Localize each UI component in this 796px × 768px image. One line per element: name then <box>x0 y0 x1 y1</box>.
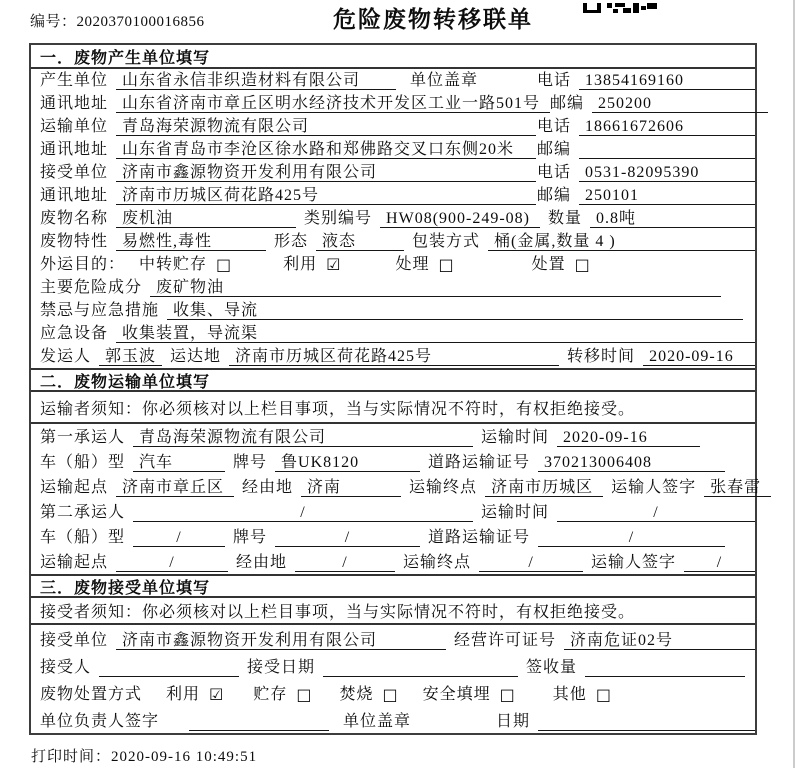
transport-phone-label: 电话 <box>536 118 571 135</box>
plate-number1-value: 鲁UK8120 <box>275 453 420 472</box>
disposal-other-checkbox-icon: □ <box>595 685 611 704</box>
receiver-postcode-label: 邮编 <box>536 187 571 204</box>
form-state-label: 形态 <box>274 233 309 250</box>
transfer-purpose-label: 外运目的： <box>40 256 126 273</box>
transporter-notice: 运输者须知：你必须核对以上栏目事项，当与实际情况不符时，有权拒绝接受。 <box>31 392 755 424</box>
unit-seal2-label: 单位盖章 <box>343 713 412 730</box>
emergency-equipment-label: 应急设备 <box>40 325 109 342</box>
transfer-date-label: 转移时间 <box>567 348 636 365</box>
origin2-label: 运输起点 <box>40 554 109 571</box>
transport-time1-label: 运输时间 <box>481 429 550 446</box>
road-permit1-label: 道路运输证号 <box>428 454 531 471</box>
terminus1-label: 运输终点 <box>409 479 478 496</box>
via2-label: 经由地 <box>236 554 288 571</box>
road-permit2-value: / <box>538 528 725 547</box>
producer-unit-label: 产生单位 <box>40 72 109 89</box>
print-time: 打印时间：2020-09-16 10:49:51 <box>31 749 258 765</box>
origin1-label: 运输起点 <box>40 479 109 496</box>
received-amount-label: 签收量 <box>526 659 578 676</box>
date-value <box>538 712 755 731</box>
producer-postcode-value: 250200 <box>592 94 768 113</box>
row-accepting-unit <box>31 625 755 652</box>
consignor-label: 发运人 <box>40 348 92 365</box>
transport-time2-value: / <box>557 503 755 522</box>
disposal-other-label: 其他 <box>552 686 587 703</box>
disposal-utilize-label: 利用 <box>166 686 201 703</box>
accepting-unit-value: 济南市鑫源物资开发利用有限公司 <box>116 631 446 650</box>
date-label: 日期 <box>496 713 531 730</box>
disposal-landfill-label: 安全填埋 <box>422 686 491 703</box>
transport-address-value: 山东省青岛市李沧区徐水路和郑佛路交叉口东侧20米 <box>116 140 536 159</box>
license-number-label: 经营许可证号 <box>454 632 557 649</box>
row-consignor <box>31 345 755 368</box>
transport-address-label: 通讯地址 <box>40 141 109 158</box>
transport-postcode-value <box>579 140 755 159</box>
accept-date-value <box>323 658 518 677</box>
waste-property-label: 废物特性 <box>40 233 109 250</box>
row-disposal-method <box>31 679 755 706</box>
receiver-unit-label: 接受单位 <box>40 164 109 181</box>
responsible-signature-label: 单位负责人签字 <box>40 713 160 730</box>
packing-method-value: 桶(金属,数量 4 ) <box>488 232 755 251</box>
option-disposal-incinerate <box>340 685 398 704</box>
receiver-postcode-value: 250101 <box>579 186 755 205</box>
option-dispose <box>532 255 590 274</box>
vehicle-type1-label: 车（船）型 <box>40 454 126 471</box>
disposal-landfill-checkbox-icon: □ <box>499 685 515 704</box>
disposal-method-label: 废物处置方式 <box>40 686 143 703</box>
receiver-address-value: 济南市历城区荷花路425号 <box>116 186 536 205</box>
receiver-address-label: 通讯地址 <box>40 187 109 204</box>
plate-number2-value: / <box>275 528 420 547</box>
via1-label: 经由地 <box>242 479 294 496</box>
producer-address-value: 山东省济南市章丘区明水经济技术开发区工业一路501号 <box>116 94 550 113</box>
via2-value: / <box>295 553 395 572</box>
row-second-carrier <box>31 499 755 524</box>
unit-seal-label: 单位盖章 <box>410 72 479 89</box>
qr-code-fragment <box>583 0 657 10</box>
transfer-storage-checkbox-icon: □ <box>216 255 232 274</box>
category-code-value: HW08(900-249-08) <box>380 209 540 228</box>
option-transfer-storage <box>139 255 231 274</box>
disposal-utilize-checkbox-icon: ☑ <box>209 685 224 704</box>
transport-postcode-label: 邮编 <box>536 141 571 158</box>
carrier-signature2-value: / <box>684 553 755 572</box>
option-disposal-utilize <box>166 685 223 704</box>
vehicle-type1-value: 汽车 <box>133 453 225 472</box>
row-transfer-purpose <box>31 253 755 276</box>
via1-value: 济南 <box>301 478 401 497</box>
accept-date-label: 接受日期 <box>247 659 316 676</box>
transport-time2-label: 运输时间 <box>481 504 550 521</box>
row-receiver-address <box>31 184 755 207</box>
emergency-measures-label: 禁忌与应急措施 <box>40 302 160 319</box>
page-title: 危险废物转移联单 <box>333 7 533 32</box>
responsible-signature-value <box>189 712 329 731</box>
road-permit1-value: 370213006408 <box>538 453 725 472</box>
acceptor-value <box>99 658 239 677</box>
utilize-label: 利用 <box>283 256 318 273</box>
second-carrier-label: 第二承运人 <box>40 504 126 521</box>
main-hazard-label: 主要危险成分 <box>40 279 143 296</box>
plate-number2-label: 牌号 <box>233 529 268 546</box>
consignor-value: 郭玉波 <box>99 347 162 366</box>
row-vehicle-type1 <box>31 449 755 474</box>
form-state-value: 液态 <box>316 232 404 251</box>
producer-phone-label: 电话 <box>536 72 571 89</box>
disposal-store-checkbox-icon: □ <box>296 685 312 704</box>
row-transport-unit <box>31 115 755 138</box>
row-waste-name <box>31 207 755 230</box>
receiver-phone-label: 电话 <box>536 164 571 181</box>
transport-phone-value: 18661672606 <box>579 117 755 136</box>
row-emergency-equipment <box>31 322 755 345</box>
option-disposal-landfill <box>423 685 515 704</box>
category-code-label: 类别编号 <box>304 210 373 227</box>
main-hazard-value: 废矿物油 <box>150 278 721 297</box>
section1-header: 一．废物产生单位填写 <box>31 45 755 69</box>
receiver-unit-value: 济南市鑫源物资开发利用有限公司 <box>116 163 536 182</box>
producer-unit-value: 山东省永信非织造材料有限公司 <box>116 71 396 90</box>
first-carrier-value: 青岛海荣源物流有限公司 <box>133 428 473 447</box>
transfer-storage-label: 中转贮存 <box>139 256 208 273</box>
row-main-hazard <box>31 276 755 299</box>
vehicle-type2-value: / <box>133 528 225 547</box>
utilize-checkbox-icon: ☑ <box>326 255 341 274</box>
row-transport-address <box>31 138 755 161</box>
row-producer-address <box>31 92 755 115</box>
terminus2-label: 运输终点 <box>403 554 472 571</box>
receiver-notice: 接受者须知：你必须核对以上栏目事项，当与实际情况不符时，有权拒绝接受。 <box>31 598 755 625</box>
section2-header: 二．废物运输单位填写 <box>31 368 755 392</box>
producer-phone-value: 13854169160 <box>579 71 755 90</box>
row-vehicle-type2 <box>31 524 755 549</box>
quantity-value: 0.8吨 <box>590 209 755 228</box>
treat-checkbox-icon: □ <box>438 255 454 274</box>
terminus1-value: 济南市历城区 <box>485 478 603 497</box>
first-carrier-label: 第一承运人 <box>40 429 126 446</box>
row-route1 <box>31 474 762 499</box>
emergency-measures-value: 收集、导流 <box>167 301 743 320</box>
disposal-store-label: 贮存 <box>253 686 288 703</box>
option-utilize <box>283 255 340 274</box>
row-acceptor <box>31 652 755 679</box>
received-amount-value <box>585 658 745 677</box>
carrier-signature1-label: 运输人签字 <box>611 479 697 496</box>
waste-property-value: 易燃性,毒性 <box>116 232 266 251</box>
row-waste-property <box>31 230 755 253</box>
origin1-value: 济南市章丘区 <box>116 478 234 497</box>
accepting-unit-label: 接受单位 <box>40 632 109 649</box>
second-carrier-value: / <box>133 503 473 522</box>
disposal-incinerate-label: 焚烧 <box>339 686 374 703</box>
destination-label: 运达地 <box>170 348 222 365</box>
transfer-date-value: 2020-09-16 <box>643 347 755 366</box>
license-number-value: 济南危证02号 <box>564 631 755 650</box>
waste-name-label: 废物名称 <box>40 210 109 227</box>
producer-postcode-label: 邮编 <box>550 95 585 112</box>
packing-method-label: 包装方式 <box>412 233 481 250</box>
row-route2 <box>31 549 755 574</box>
serial-value: 2020370100016856 <box>76 14 205 30</box>
waste-name-value: 废机油 <box>116 209 296 228</box>
producer-address-label: 通讯地址 <box>40 95 109 112</box>
transfer-form-table <box>29 43 762 735</box>
option-treat <box>396 255 454 274</box>
option-disposal-store <box>253 685 311 704</box>
row-receiver-unit <box>31 161 755 184</box>
option-disposal-other <box>553 685 611 704</box>
plate-number1-label: 牌号 <box>233 454 268 471</box>
row-producer-unit <box>31 69 755 92</box>
transport-time1-value: 2020-09-16 <box>557 428 700 447</box>
serial-label: 编号： <box>30 14 77 30</box>
carrier-signature2-label: 运输人签字 <box>591 554 677 571</box>
treat-label: 处理 <box>395 256 430 273</box>
disposal-incinerate-checkbox-icon: □ <box>382 685 398 704</box>
dispose-label: 处置 <box>531 256 566 273</box>
section3-header: 三．废物接受单位填写 <box>31 574 755 598</box>
transport-unit-value: 青岛海荣源物流有限公司 <box>116 117 536 136</box>
receiver-phone-value: 0531-82095390 <box>579 163 755 182</box>
acceptor-label: 接受人 <box>40 659 92 676</box>
row-emergency-measures <box>31 299 755 322</box>
destination-value: 济南市历城区荷花路425号 <box>229 347 559 366</box>
road-permit2-label: 道路运输证号 <box>428 529 531 546</box>
emergency-equipment-value: 收集装置，导流渠 <box>116 324 755 343</box>
row-responsible-signature <box>31 706 755 733</box>
page-edge-line <box>793 0 795 768</box>
carrier-signature1-value: 张春雷 <box>704 478 771 497</box>
origin2-value: / <box>116 553 228 572</box>
dispose-checkbox-icon: □ <box>574 255 590 274</box>
transport-unit-label: 运输单位 <box>40 118 109 135</box>
vehicle-type2-label: 车（船）型 <box>40 529 126 546</box>
row-first-carrier <box>31 424 755 449</box>
quantity-label: 数量 <box>548 210 583 227</box>
terminus2-value: / <box>479 553 583 572</box>
